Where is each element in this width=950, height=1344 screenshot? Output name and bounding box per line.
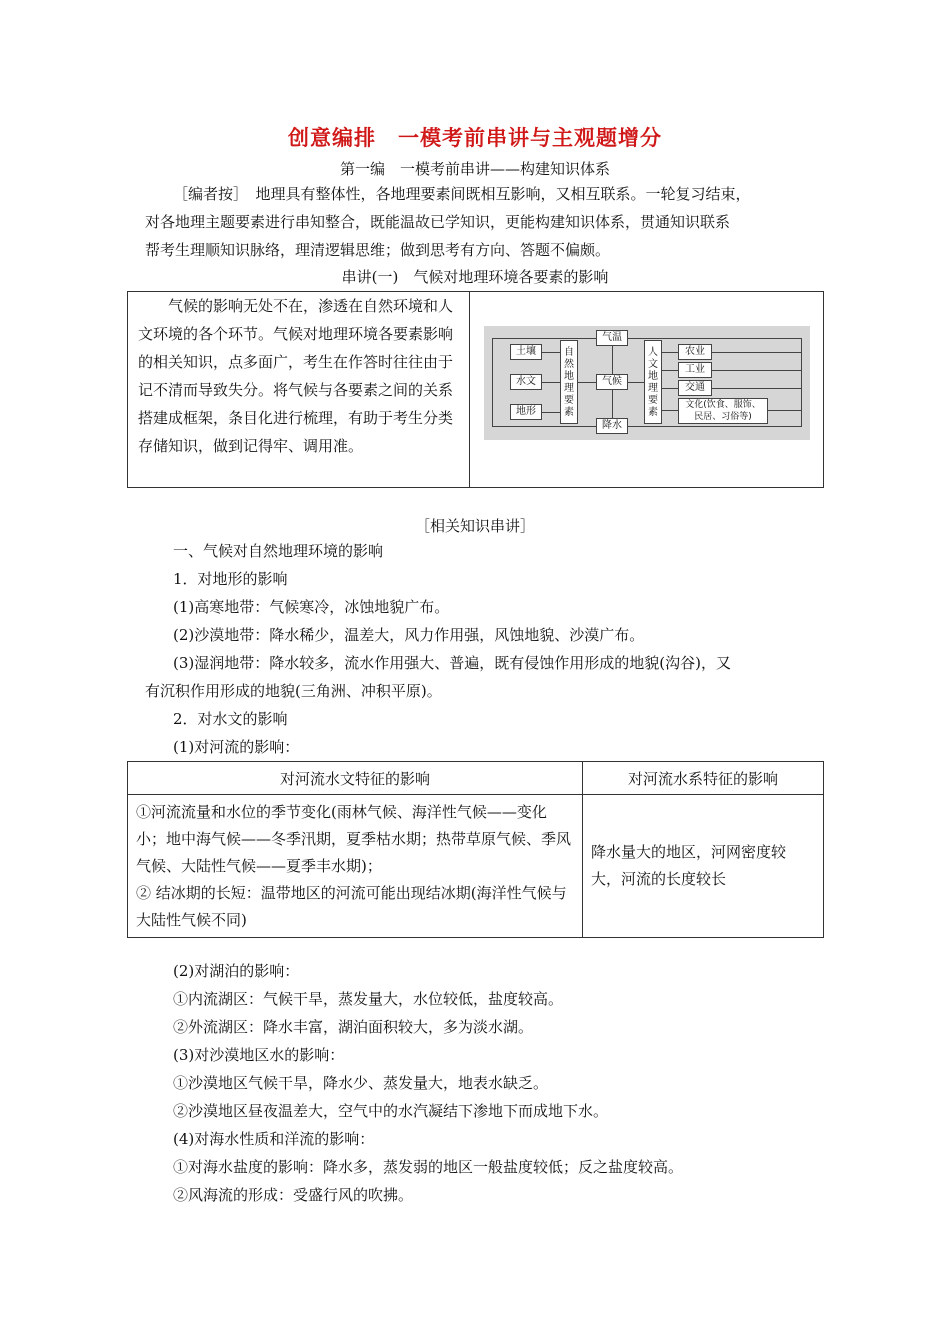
diagram-connector bbox=[612, 346, 613, 374]
diagram-connector bbox=[662, 352, 678, 353]
diagram-connector bbox=[712, 370, 801, 371]
diagram-connector bbox=[712, 388, 801, 389]
ocean-point-2: ②风海流的形成：受盛行风的吹拂。 bbox=[173, 1186, 414, 1204]
table-cell-river-system: 降水量大的地区，河网密度较大，河流的长度较长 bbox=[583, 795, 824, 938]
soil-box: 土壤 bbox=[510, 344, 542, 360]
table-cell-hydrology bbox=[128, 795, 583, 938]
diagram-connector bbox=[542, 382, 560, 383]
item2-sub1: (1)对河流的影响： bbox=[173, 738, 300, 756]
climate-box: 气候 bbox=[596, 374, 628, 390]
climate-framework-diagram bbox=[484, 326, 810, 440]
intro-divider bbox=[469, 292, 470, 487]
diagram-connector bbox=[662, 410, 678, 411]
intro-text: 气候的影响无处不在，渗透在自然环境和人文环境的各个环节。气候对地理环境各要素影响的相关知识，点多面广，考生在作答时往往由于记不清而导致失分。将气候与各要素之间的关系搭建成框架，条目化进行梳理，有助于考生分类存储知识，做到记得牢、调用准。 bbox=[138, 297, 454, 455]
table-row bbox=[128, 795, 824, 938]
diagram-right-line bbox=[801, 338, 802, 427]
part1-title: 一、气候对自然地理环境的影响 bbox=[173, 542, 384, 560]
diagram-connector bbox=[768, 410, 801, 411]
item1-point-3-cont: 有沉积作用形成的地貌(三角洲、冲积平原)。 bbox=[145, 682, 442, 700]
document-title: 创意编排 一模考前串讲与主观题增分 bbox=[288, 126, 662, 150]
lake-point-1: ①内流湖区：气候干旱，蒸发量大，水位较低，盐度较高。 bbox=[173, 990, 564, 1008]
desert-point-1: ①沙漠地区气候干旱，降水少、蒸发量大，地表水缺乏。 bbox=[173, 1074, 549, 1092]
desert-title: (3)对沙漠地区水的影响： bbox=[173, 1046, 345, 1064]
item2-title: 2．对水文的影响 bbox=[173, 710, 288, 728]
diagram-connector bbox=[542, 352, 560, 353]
diagram-bottom-line bbox=[492, 426, 802, 427]
diagram-connector bbox=[712, 352, 801, 353]
precipitation-box: 降水 bbox=[596, 418, 628, 434]
table-header-river-system: 对河流水系特征的影响 bbox=[583, 762, 824, 795]
item1-title: 1．对地形的影响 bbox=[173, 570, 288, 588]
item1-point-1: (1)高寒地带：气候寒冷，冰蚀地貌广布。 bbox=[173, 598, 450, 616]
temperature-box: 气温 bbox=[596, 330, 628, 346]
agriculture-box: 农业 bbox=[678, 344, 712, 360]
hydrology-point-1: ①河流流量和水位的季节变化(雨林气候、海洋性气候——变化小；地中海气候——冬季汛期，夏季枯水期；热带草原气候、季风气候、大陆性气候——夏季丰水期)； bbox=[136, 802, 572, 875]
lake-title: (2)对湖泊的影响： bbox=[173, 962, 300, 980]
document-subtitle: 第一编 一模考前串讲——构建知识体系 bbox=[339, 160, 610, 178]
diagram-left-line bbox=[492, 338, 493, 427]
diagram-connector bbox=[542, 412, 560, 413]
hydrology-box: 水文 bbox=[510, 374, 542, 390]
diagram-connector bbox=[662, 370, 678, 371]
table-header-hydrology: 对河流水文特征的影响 bbox=[128, 762, 583, 795]
transport-box: 交通 bbox=[678, 380, 712, 396]
section-title: 串讲(一) 气候对地理环境各要素的影响 bbox=[341, 268, 609, 286]
natural-elements-box: 自然地理要素 bbox=[560, 340, 578, 424]
culture-box: 文化(饮食、服饰、民居、习俗等) bbox=[678, 398, 768, 424]
river-influence-table bbox=[127, 761, 824, 938]
diagram-connector bbox=[612, 390, 613, 418]
item1-point-3: (3)湿润地带：降水较多，流水作用强大、普遍，既有侵蚀作用形成的地貌(沟谷)，又 bbox=[173, 654, 731, 672]
diagram-top-line bbox=[492, 338, 802, 339]
editor-note-line-1: ［编者按］ 地理具有整体性，各地理要素间既相互影响，又相互联系。一轮复习结束， bbox=[173, 185, 751, 203]
diagram-connector bbox=[662, 388, 678, 389]
knowledge-heading: ［相关知识串讲］ bbox=[414, 517, 535, 535]
editor-note-line-3: 帮考生理顺知识脉络，理清逻辑思维；做到思考有方向、答题不偏颇。 bbox=[145, 241, 611, 259]
ocean-point-1: ①对海水盐度的影响：降水多，蒸发弱的地区一般盐度较低；反之盐度较高。 bbox=[173, 1158, 684, 1176]
intro-box bbox=[127, 291, 824, 488]
desert-point-2: ②沙漠地区昼夜温差大，空气中的水汽凝结下渗地下而成地下水。 bbox=[173, 1102, 609, 1120]
lake-point-2: ②外流湖区：降水丰富，湖泊面积较大，多为淡水湖。 bbox=[173, 1018, 534, 1036]
industry-box: 工业 bbox=[678, 362, 712, 378]
hydrology-point-2: ② 结冰期的长短：温带地区的河流可能出现结冰期(海洋性气候与大陆性气候不同) bbox=[136, 883, 567, 929]
editor-note-line-2: 对各地理主题要素进行串知整合，既能温故已学知识，更能构建知识体系，贯通知识联系 bbox=[145, 213, 731, 231]
diagram-connector bbox=[628, 382, 644, 383]
landform-box: 地形 bbox=[510, 404, 542, 420]
human-elements-box: 人文地理要素 bbox=[644, 340, 662, 424]
item1-point-2: (2)沙漠地带：降水稀少，温差大，风力作用强，风蚀地貌、沙漠广布。 bbox=[173, 626, 645, 644]
diagram-connector bbox=[578, 382, 596, 383]
table-header-row bbox=[128, 762, 824, 795]
ocean-title: (4)对海水性质和洋流的影响： bbox=[173, 1130, 375, 1148]
